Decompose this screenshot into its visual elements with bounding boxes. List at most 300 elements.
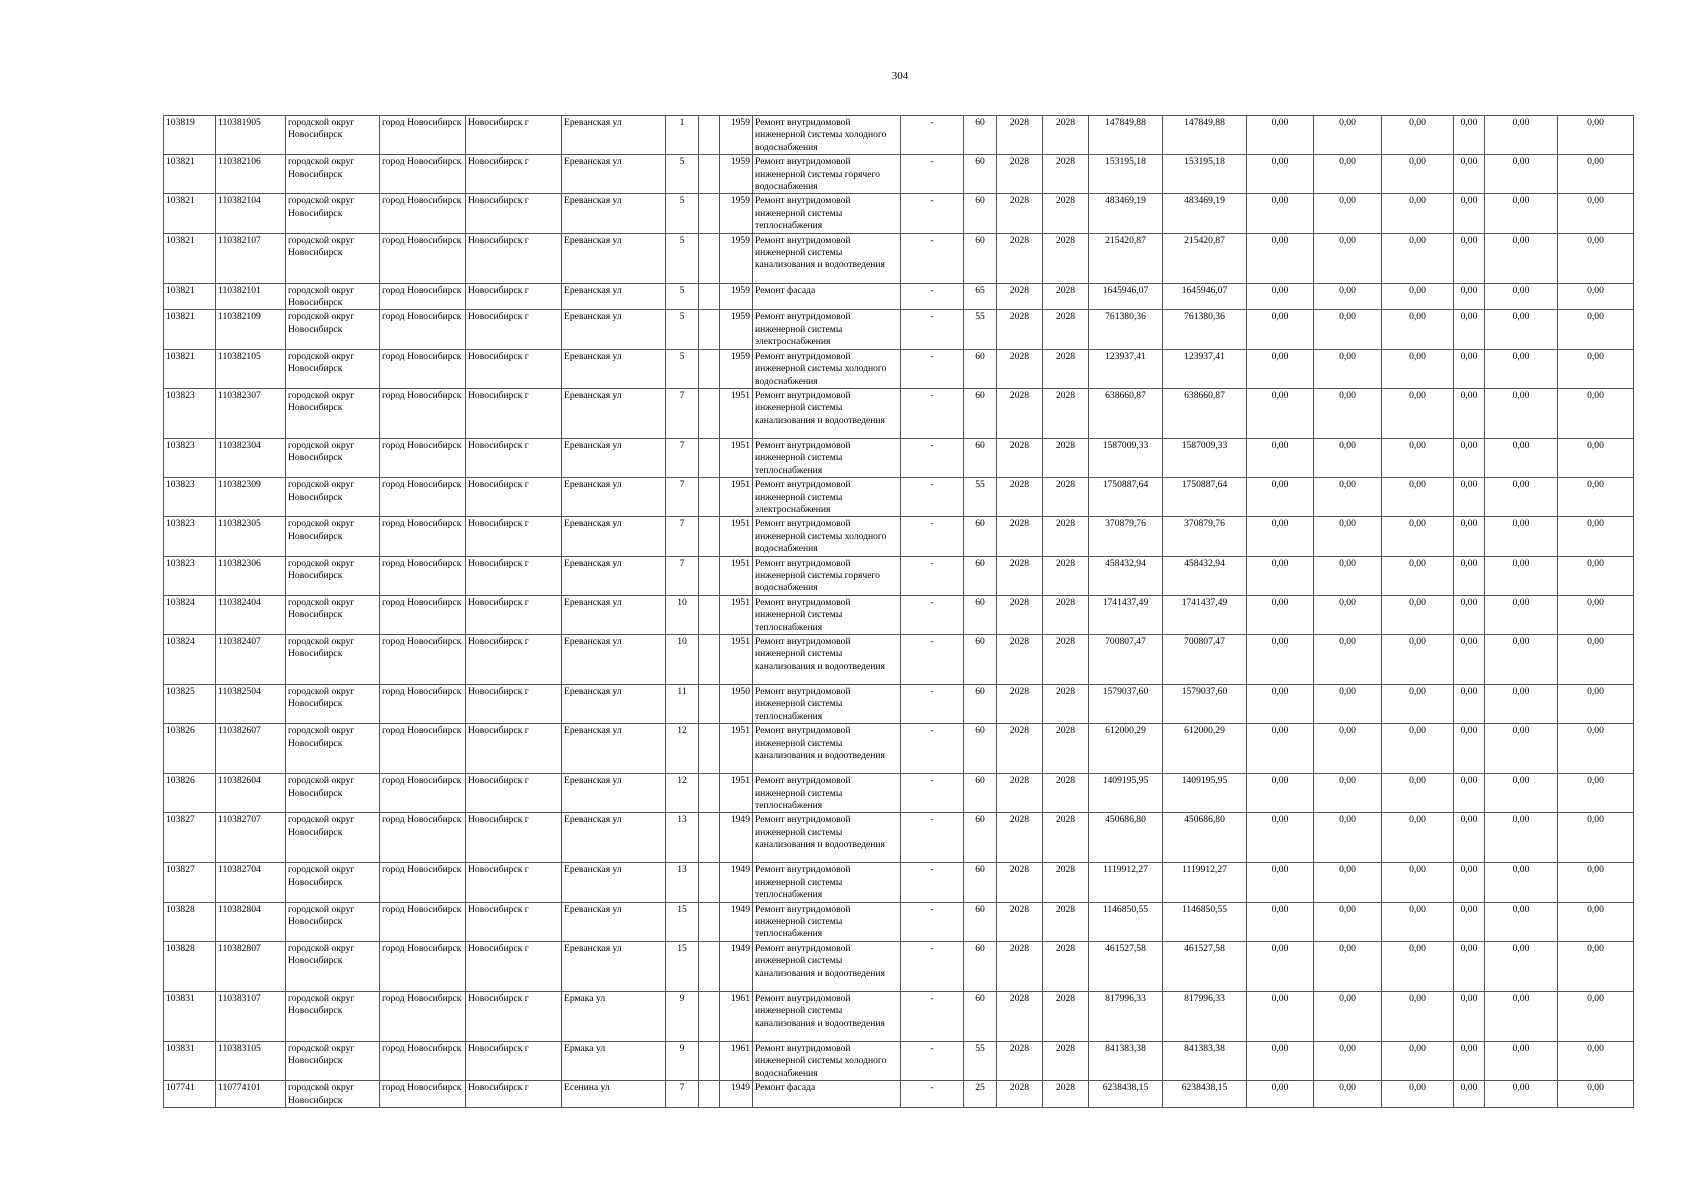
table-row (164, 941, 1634, 991)
cell-corpus (699, 233, 720, 283)
cell-plan-end: 2028 (1043, 388, 1089, 438)
cell-total: 841383,38 (1089, 1041, 1163, 1080)
cell-house: 7 (666, 517, 699, 556)
cell-total: 450686,80 (1089, 813, 1163, 863)
cell-v1: 0,00 (1247, 1041, 1314, 1080)
cell-work: Ремонт внутридомовой инженерной системы холодного водоснабжения (753, 349, 901, 388)
cell-plan-start: 2028 (997, 349, 1043, 388)
table-row (164, 774, 1634, 813)
cell-plan-end: 2028 (1043, 478, 1089, 517)
cell-dash: - (901, 813, 964, 863)
cell-life: 55 (964, 478, 997, 517)
cell-id: 103821 (164, 349, 216, 388)
cell-settlement: город Новосибирск (380, 283, 466, 310)
cell-v3: 0,00 (1382, 556, 1454, 595)
cell-code: 110382306 (216, 556, 286, 595)
cell-plan-end: 2028 (1043, 813, 1089, 863)
cell-house: 5 (666, 349, 699, 388)
cell-plan-end: 2028 (1043, 116, 1089, 155)
cell-v5: 0,00 (1485, 595, 1558, 634)
cell-corpus (699, 595, 720, 634)
cell-year: 1951 (720, 774, 753, 813)
cell-v2: 0,00 (1314, 1081, 1382, 1108)
cell-v1: 0,00 (1247, 116, 1314, 155)
cell-plan-start: 2028 (997, 724, 1043, 774)
cell-v5: 0,00 (1485, 283, 1558, 310)
cell-house: 7 (666, 1081, 699, 1108)
cell-plan-start: 2028 (997, 310, 1043, 349)
cell-work: Ремонт внутридомовой инженерной системы канализования и водоотведения (753, 635, 901, 685)
cell-fund: 1741437,49 (1163, 595, 1247, 634)
table-row (164, 635, 1634, 685)
cell-work: Ремонт внутридомовой инженерной системы холодного водоснабжения (753, 116, 901, 155)
cell-v4: 0,00 (1454, 283, 1485, 310)
cell-v4: 0,00 (1454, 438, 1485, 477)
cell-year: 1959 (720, 194, 753, 233)
cell-v1: 0,00 (1247, 438, 1314, 477)
cell-life: 60 (964, 233, 997, 283)
cell-v2: 0,00 (1314, 388, 1382, 438)
cell-city: Новосибирск г (466, 863, 562, 902)
cell-total: 153195,18 (1089, 155, 1163, 194)
cell-house: 11 (666, 685, 699, 724)
cell-city: Новосибирск г (466, 155, 562, 194)
cell-total: 1750887,64 (1089, 478, 1163, 517)
cell-district: городской округ Новосибирск (286, 1081, 380, 1108)
cell-v2: 0,00 (1314, 941, 1382, 991)
cell-total: 1645946,07 (1089, 283, 1163, 310)
cell-v5: 0,00 (1485, 1081, 1558, 1108)
cell-v5: 0,00 (1485, 310, 1558, 349)
cell-settlement: город Новосибирск (380, 1041, 466, 1080)
cell-v2: 0,00 (1314, 556, 1382, 595)
cell-dash: - (901, 388, 964, 438)
cell-v5: 0,00 (1485, 155, 1558, 194)
cell-corpus (699, 902, 720, 941)
cell-v5: 0,00 (1485, 941, 1558, 991)
cell-dash: - (901, 685, 964, 724)
cell-settlement: город Новосибирск (380, 388, 466, 438)
cell-plan-start: 2028 (997, 438, 1043, 477)
cell-v6: 0,00 (1558, 194, 1634, 233)
table-row (164, 685, 1634, 724)
cell-id: 103827 (164, 863, 216, 902)
cell-city: Новосибирск г (466, 283, 562, 310)
cell-fund: 370879,76 (1163, 517, 1247, 556)
cell-corpus (699, 941, 720, 991)
cell-dash: - (901, 595, 964, 634)
cell-plan-start: 2028 (997, 774, 1043, 813)
cell-corpus (699, 155, 720, 194)
cell-life: 60 (964, 685, 997, 724)
cell-house: 5 (666, 194, 699, 233)
cell-id: 103821 (164, 155, 216, 194)
cell-corpus (699, 194, 720, 233)
cell-work: Ремонт внутридомовой инженерной системы канализования и водоотведения (753, 724, 901, 774)
cell-id: 103831 (164, 991, 216, 1041)
cell-year: 1951 (720, 388, 753, 438)
cell-life: 60 (964, 724, 997, 774)
cell-v3: 0,00 (1382, 155, 1454, 194)
cell-fund: 483469,19 (1163, 194, 1247, 233)
cell-work: Ремонт внутридомовой инженерной системы горячего водоснабжения (753, 556, 901, 595)
cell-plan-start: 2028 (997, 1081, 1043, 1108)
table-row (164, 556, 1634, 595)
cell-work: Ремонт внутридомовой инженерной системы канализования и водоотведения (753, 991, 901, 1041)
cell-district: городской округ Новосибирск (286, 155, 380, 194)
cell-id: 103821 (164, 233, 216, 283)
cell-plan-start: 2028 (997, 635, 1043, 685)
cell-corpus (699, 349, 720, 388)
cell-street: Ереванская ул (562, 517, 666, 556)
cell-corpus (699, 685, 720, 724)
cell-v1: 0,00 (1247, 478, 1314, 517)
cell-district: городской округ Новосибирск (286, 283, 380, 310)
cell-v5: 0,00 (1485, 902, 1558, 941)
cell-work: Ремонт внутридомовой инженерной системы канализования и водоотведения (753, 813, 901, 863)
cell-corpus (699, 116, 720, 155)
cell-code: 110381905 (216, 116, 286, 155)
cell-year: 1951 (720, 595, 753, 634)
cell-work: Ремонт фасада (753, 1081, 901, 1108)
cell-street: Ереванская ул (562, 635, 666, 685)
cell-code: 110382107 (216, 233, 286, 283)
cell-plan-start: 2028 (997, 517, 1043, 556)
cell-corpus (699, 388, 720, 438)
cell-v6: 0,00 (1558, 813, 1634, 863)
cell-city: Новосибирск г (466, 233, 562, 283)
cell-v1: 0,00 (1247, 517, 1314, 556)
cell-v6: 0,00 (1558, 155, 1634, 194)
cell-plan-end: 2028 (1043, 349, 1089, 388)
cell-street: Ереванская ул (562, 813, 666, 863)
cell-v6: 0,00 (1558, 478, 1634, 517)
cell-code: 110382807 (216, 941, 286, 991)
cell-v1: 0,00 (1247, 556, 1314, 595)
cell-plan-start: 2028 (997, 388, 1043, 438)
cell-v3: 0,00 (1382, 116, 1454, 155)
cell-id: 103821 (164, 194, 216, 233)
cell-id: 103826 (164, 774, 216, 813)
cell-v1: 0,00 (1247, 349, 1314, 388)
cell-fund: 1146850,55 (1163, 902, 1247, 941)
table-row (164, 116, 1634, 155)
cell-code: 110382305 (216, 517, 286, 556)
cell-v5: 0,00 (1485, 478, 1558, 517)
cell-house: 13 (666, 813, 699, 863)
cell-plan-end: 2028 (1043, 310, 1089, 349)
cell-district: городской округ Новосибирск (286, 194, 380, 233)
cell-code: 110382604 (216, 774, 286, 813)
cell-code: 110382106 (216, 155, 286, 194)
cell-code: 110382804 (216, 902, 286, 941)
cell-v1: 0,00 (1247, 635, 1314, 685)
cell-work: Ремонт внутридомовой инженерной системы канализования и водоотведения (753, 388, 901, 438)
table-row (164, 863, 1634, 902)
cell-v4: 0,00 (1454, 233, 1485, 283)
cell-settlement: город Новосибирск (380, 863, 466, 902)
cell-id: 107741 (164, 1081, 216, 1108)
cell-district: городской округ Новосибирск (286, 685, 380, 724)
cell-plan-end: 2028 (1043, 233, 1089, 283)
cell-house: 9 (666, 991, 699, 1041)
cell-id: 103826 (164, 724, 216, 774)
cell-year: 1950 (720, 685, 753, 724)
cell-v4: 0,00 (1454, 478, 1485, 517)
cell-id: 103823 (164, 388, 216, 438)
cell-fund: 6238438,15 (1163, 1081, 1247, 1108)
cell-fund: 1119912,27 (1163, 863, 1247, 902)
table-row (164, 991, 1634, 1041)
cell-settlement: город Новосибирск (380, 724, 466, 774)
cell-v6: 0,00 (1558, 388, 1634, 438)
cell-settlement: город Новосибирск (380, 902, 466, 941)
cell-work: Ремонт внутридомовой инженерной системы теплоснабжения (753, 774, 901, 813)
cell-city: Новосибирск г (466, 902, 562, 941)
cell-v6: 0,00 (1558, 283, 1634, 310)
cell-code: 110382504 (216, 685, 286, 724)
cell-corpus (699, 438, 720, 477)
cell-city: Новосибирск г (466, 310, 562, 349)
cell-v1: 0,00 (1247, 1081, 1314, 1108)
cell-v4: 0,00 (1454, 310, 1485, 349)
cell-fund: 700807,47 (1163, 635, 1247, 685)
table-row (164, 349, 1634, 388)
cell-life: 60 (964, 813, 997, 863)
cell-work: Ремонт внутридомовой инженерной системы электроснабжения (753, 310, 901, 349)
cell-total: 638660,87 (1089, 388, 1163, 438)
cell-v2: 0,00 (1314, 438, 1382, 477)
cell-street: Ереванская ул (562, 774, 666, 813)
cell-plan-start: 2028 (997, 283, 1043, 310)
cell-work: Ремонт внутридомовой инженерной системы теплоснабжения (753, 863, 901, 902)
cell-year: 1951 (720, 724, 753, 774)
cell-corpus (699, 635, 720, 685)
cell-year: 1959 (720, 116, 753, 155)
table-row (164, 310, 1634, 349)
cell-fund: 841383,38 (1163, 1041, 1247, 1080)
cell-v6: 0,00 (1558, 635, 1634, 685)
cell-house: 1 (666, 116, 699, 155)
cell-house: 12 (666, 774, 699, 813)
cell-dash: - (901, 233, 964, 283)
table-row (164, 388, 1634, 438)
cell-street: Ереванская ул (562, 685, 666, 724)
cell-v2: 0,00 (1314, 310, 1382, 349)
cell-corpus (699, 517, 720, 556)
cell-v4: 0,00 (1454, 685, 1485, 724)
cell-plan-start: 2028 (997, 685, 1043, 724)
cell-year: 1959 (720, 283, 753, 310)
cell-year: 1959 (720, 155, 753, 194)
cell-year: 1949 (720, 1081, 753, 1108)
cell-v4: 0,00 (1454, 991, 1485, 1041)
cell-city: Новосибирск г (466, 724, 562, 774)
cell-v4: 0,00 (1454, 724, 1485, 774)
cell-life: 65 (964, 283, 997, 310)
cell-v5: 0,00 (1485, 438, 1558, 477)
cell-id: 103824 (164, 595, 216, 634)
cell-house: 7 (666, 388, 699, 438)
cell-life: 60 (964, 991, 997, 1041)
cell-year: 1949 (720, 941, 753, 991)
cell-id: 103831 (164, 1041, 216, 1080)
cell-v4: 0,00 (1454, 863, 1485, 902)
cell-city: Новосибирск г (466, 438, 562, 477)
cell-v4: 0,00 (1454, 941, 1485, 991)
cell-v6: 0,00 (1558, 310, 1634, 349)
cell-v5: 0,00 (1485, 556, 1558, 595)
cell-street: Ереванская ул (562, 902, 666, 941)
cell-v6: 0,00 (1558, 774, 1634, 813)
cell-street: Ереванская ул (562, 116, 666, 155)
cell-id: 103819 (164, 116, 216, 155)
cell-plan-start: 2028 (997, 595, 1043, 634)
cell-work: Ремонт внутридомовой инженерной системы холодного водоснабжения (753, 517, 901, 556)
cell-street: Ереванская ул (562, 388, 666, 438)
cell-v4: 0,00 (1454, 155, 1485, 194)
cell-v2: 0,00 (1314, 635, 1382, 685)
cell-v6: 0,00 (1558, 991, 1634, 1041)
cell-v1: 0,00 (1247, 310, 1314, 349)
cell-v3: 0,00 (1382, 194, 1454, 233)
cell-fund: 612000,29 (1163, 724, 1247, 774)
cell-corpus (699, 863, 720, 902)
cell-work: Ремонт внутридомовой инженерной системы холодного водоснабжения (753, 1041, 901, 1080)
cell-code: 110382704 (216, 863, 286, 902)
cell-life: 60 (964, 194, 997, 233)
cell-corpus (699, 813, 720, 863)
cell-district: городской округ Новосибирск (286, 902, 380, 941)
table-row (164, 902, 1634, 941)
cell-corpus (699, 774, 720, 813)
cell-plan-start: 2028 (997, 556, 1043, 595)
cell-year: 1959 (720, 349, 753, 388)
cell-fund: 461527,58 (1163, 941, 1247, 991)
cell-v4: 0,00 (1454, 388, 1485, 438)
cell-dash: - (901, 310, 964, 349)
cell-v4: 0,00 (1454, 349, 1485, 388)
cell-plan-end: 2028 (1043, 774, 1089, 813)
cell-code: 110382407 (216, 635, 286, 685)
cell-district: городской округ Новосибирск (286, 635, 380, 685)
cell-v4: 0,00 (1454, 517, 1485, 556)
cell-settlement: город Новосибирск (380, 194, 466, 233)
cell-v1: 0,00 (1247, 595, 1314, 634)
cell-v6: 0,00 (1558, 116, 1634, 155)
cell-v3: 0,00 (1382, 595, 1454, 634)
cell-v3: 0,00 (1382, 724, 1454, 774)
cell-dash: - (901, 283, 964, 310)
cell-fund: 1579037,60 (1163, 685, 1247, 724)
cell-year: 1951 (720, 556, 753, 595)
table-row (164, 724, 1634, 774)
cell-dash: - (901, 349, 964, 388)
cell-code: 110382707 (216, 813, 286, 863)
cell-fund: 1750887,64 (1163, 478, 1247, 517)
cell-fund: 817996,33 (1163, 991, 1247, 1041)
cell-street: Ереванская ул (562, 478, 666, 517)
cell-settlement: город Новосибирск (380, 116, 466, 155)
cell-code: 110382307 (216, 388, 286, 438)
cell-v2: 0,00 (1314, 595, 1382, 634)
cell-plan-end: 2028 (1043, 863, 1089, 902)
cell-street: Ереванская ул (562, 556, 666, 595)
cell-v5: 0,00 (1485, 194, 1558, 233)
cell-code: 110382304 (216, 438, 286, 477)
cell-life: 60 (964, 902, 997, 941)
cell-total: 1579037,60 (1089, 685, 1163, 724)
cell-v4: 0,00 (1454, 774, 1485, 813)
cell-plan-start: 2028 (997, 233, 1043, 283)
cell-house: 7 (666, 438, 699, 477)
cell-year: 1949 (720, 813, 753, 863)
cell-settlement: город Новосибирск (380, 478, 466, 517)
cell-work: Ремонт внутридомовой инженерной системы теплоснабжения (753, 685, 901, 724)
cell-code: 110382104 (216, 194, 286, 233)
cell-v5: 0,00 (1485, 116, 1558, 155)
cell-street: Ереванская ул (562, 724, 666, 774)
cell-house: 12 (666, 724, 699, 774)
cell-v3: 0,00 (1382, 685, 1454, 724)
cell-house: 15 (666, 941, 699, 991)
cell-corpus (699, 310, 720, 349)
cell-v2: 0,00 (1314, 813, 1382, 863)
cell-settlement: город Новосибирск (380, 155, 466, 194)
cell-street: Есенина ул (562, 1081, 666, 1108)
cell-plan-end: 2028 (1043, 517, 1089, 556)
cell-v1: 0,00 (1247, 724, 1314, 774)
cell-v3: 0,00 (1382, 813, 1454, 863)
cell-dash: - (901, 478, 964, 517)
cell-v1: 0,00 (1247, 991, 1314, 1041)
cell-v1: 0,00 (1247, 233, 1314, 283)
cell-city: Новосибирск г (466, 595, 562, 634)
cell-total: 458432,94 (1089, 556, 1163, 595)
cell-v1: 0,00 (1247, 388, 1314, 438)
cell-v3: 0,00 (1382, 774, 1454, 813)
cell-district: городской округ Новосибирск (286, 388, 380, 438)
cell-district: городской округ Новосибирск (286, 517, 380, 556)
cell-code: 110382109 (216, 310, 286, 349)
cell-plan-start: 2028 (997, 155, 1043, 194)
cell-district: городской округ Новосибирск (286, 863, 380, 902)
cell-district: городской округ Новосибирск (286, 116, 380, 155)
cell-house: 5 (666, 310, 699, 349)
cell-plan-start: 2028 (997, 813, 1043, 863)
cell-life: 60 (964, 438, 997, 477)
cell-life: 60 (964, 556, 997, 595)
cell-district: городской округ Новосибирск (286, 595, 380, 634)
cell-corpus (699, 991, 720, 1041)
table-row (164, 1081, 1634, 1108)
cell-total: 700807,47 (1089, 635, 1163, 685)
cell-city: Новосибирск г (466, 1041, 562, 1080)
cell-v2: 0,00 (1314, 233, 1382, 283)
cell-corpus (699, 478, 720, 517)
cell-corpus (699, 283, 720, 310)
cell-v2: 0,00 (1314, 1041, 1382, 1080)
cell-id: 103823 (164, 517, 216, 556)
cell-fund: 458432,94 (1163, 556, 1247, 595)
cell-city: Новосибирск г (466, 194, 562, 233)
cell-v5: 0,00 (1485, 388, 1558, 438)
cell-street: Ереванская ул (562, 438, 666, 477)
cell-total: 6238438,15 (1089, 1081, 1163, 1108)
cell-v2: 0,00 (1314, 478, 1382, 517)
cell-street: Ереванская ул (562, 194, 666, 233)
cell-plan-end: 2028 (1043, 556, 1089, 595)
